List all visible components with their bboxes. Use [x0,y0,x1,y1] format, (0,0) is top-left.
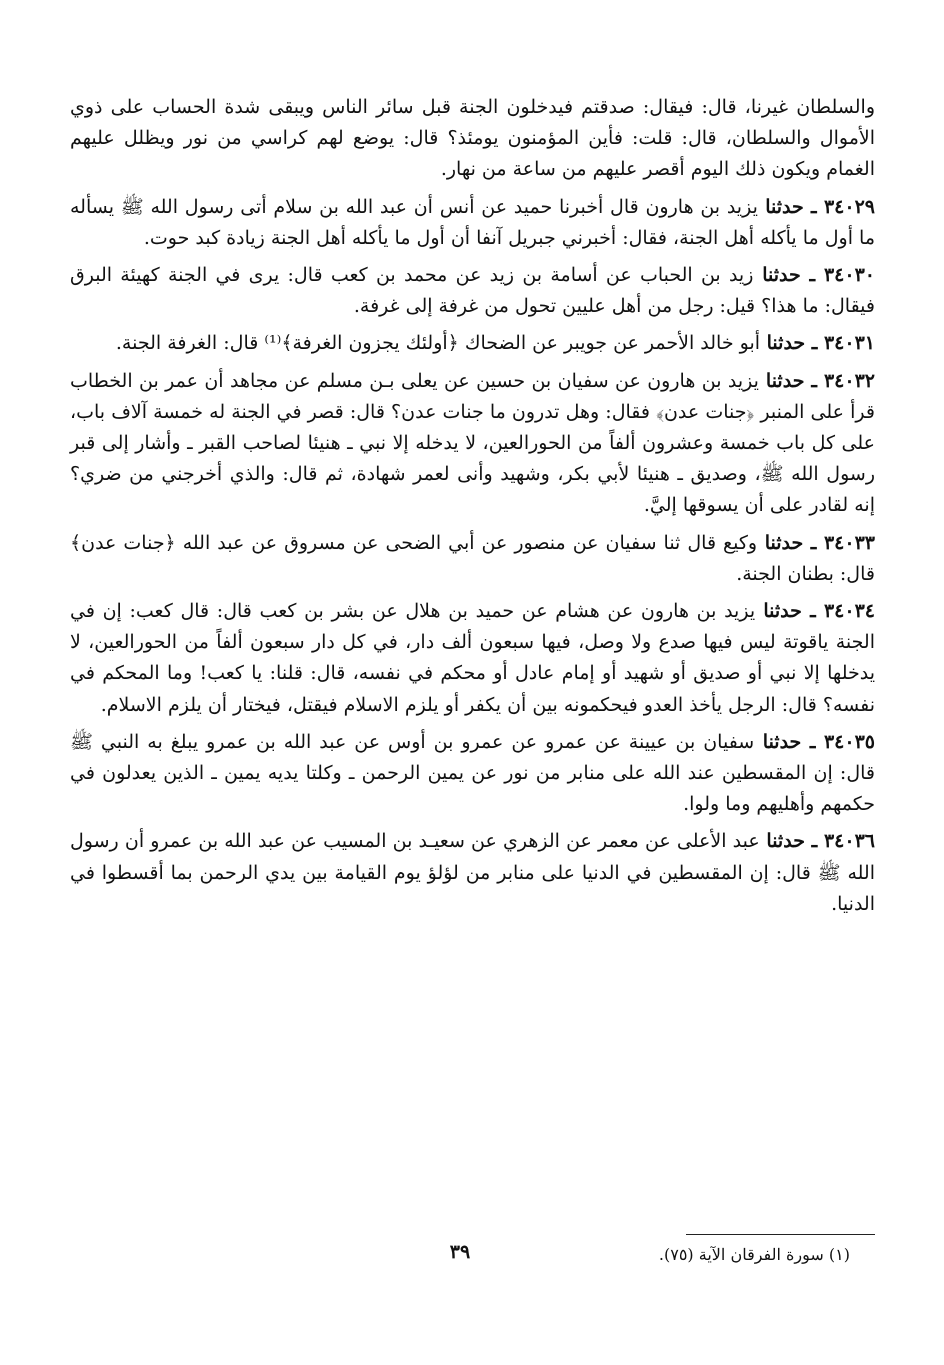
hadith-34031 [70,328,875,359]
page-number: ٣٩ [449,1241,471,1263]
paragraph-intro [70,92,875,186]
hadith-lead: ـ حدثنا [760,332,824,355]
hadith-34029 [70,192,875,254]
hadith-lead: ـ حدثنا [753,264,824,287]
hadith-lead: ـ حدثنا [755,600,824,623]
hadith-number: ٣٤٠٣٣ [823,531,875,554]
hadith-34036 [70,826,875,920]
hadith-lead: ـ حدثنا [754,730,824,753]
hadith-34030 [70,260,875,322]
hadith-number: ٣٤٠٣٤ [823,600,875,623]
hadith-text: يزيد بن هارون عن هشام عن حميد بن هلال عن بشر بن كعب قال: قال كعب: إن في الجنة ياقوتة ليس فيها صدع ولا وصل، فيها سبعون ألف دار، في كل دار سبعون ألفاً من الحورالعين، لا يدخلها إلا نبي أو صديق أو شهيد أو إمام عادل أو محكم في نفسه، قال: قلنا: يا كعب! وما المحكم في نفسه؟ قال: الرجل يأخذ العدو فيحكمونه بين أن يكفر أو يلزم الاسلام فيقتل، فيختار أن يلزم الاسلام. [70,600,875,716]
hadith-lead: ـ حدثنا [758,369,824,392]
hadith-number: ٣٤٠٣٦ [823,830,875,853]
hadith-lead: ـ حدثنا [757,195,824,218]
hadith-34035 [70,727,875,821]
hadith-text: زيد بن الحباب عن أسامة بن زيد عن محمد بن كعب قال: يرى في الجنة كهيئة البرق فيقال: ما هذا؟ قيل: رجل من أهل عليين تحول من غرفة إلى غرفة. [70,264,875,318]
hadith-text: يزيد بن هارون عن سفيان بن حسين عن يعلى بـن مسلم عن مجاهد أن عمر بن الخطاب قرأ على المنبر ﴿جنات عدن﴾ فقال: وهل تدرون ما جنات عدن؟ قال: قصر في الجنة له خمسة آلاف باب، على كل باب خمسة وعشرون ألفاً من الحورالعين، لا يدخله إلا نبي ـ هنيئا لصاحب القبر ـ وأشار إلى قبر رسول الله ﷺ، وصديق ـ هنيئا لأبي بكر، وشهيد وأنى لعمر شهادة، ثم قال: والذي أخرجني من ضري؟ إنه لقادر على أن يسوقها إليَّ. [70,369,875,517]
footnote: (١) سورة الفرقان الآية (٧٥). [658,1245,850,1264]
hadith-lead: ـ حدثنا [759,830,824,853]
hadith-lead: ـ حدثنا [757,531,824,554]
page-body [70,92,875,926]
hadith-34034 [70,596,875,721]
hadith-text: أبو خالد الأحمر عن جويبر عن الضحاك ﴿أولئك يجزون الغرفة﴾⁽¹⁾ قال: الغرفة الجنة. [115,332,761,355]
hadith-text: عبد الأعلى عن معمر عن الزهري عن سعيـد بن المسيب عن عبد الله بن عمرو أن رسول الله ﷺ قال: إن المقسطين في الدنيا على منابر من لؤلؤ يوم القيامة بين يدي الرحمن بما أقسطوا في الدنيا. [70,830,875,915]
hadith-number: ٣٤٠٣١ [823,332,875,355]
hadith-number: ٣٤٠٣٥ [823,730,875,753]
hadith-34032 [70,366,875,522]
hadith-number: ٣٤٠٢٩ [823,195,875,218]
hadith-number: ٣٤٠٣٢ [823,369,875,392]
footnote-separator [686,1234,875,1235]
hadith-34033 [70,528,875,590]
hadith-text: سفيان بن عيينة عن عمرو عن عمرو بن أوس عن عبد الله بن عمرو يبلغ به النبي ﷺ قال: إن المقسطين عند الله على منابر من نور عن يمين الرحمن ـ وكلتا يديه يمين ـ الذين يعدلون في حكمهم وأهليهم وما ولوا. [70,730,875,816]
hadith-text: وكيع قال ثنا سفيان عن منصور عن أبي الضحى عن مسروق عن عبد الله ﴿جنات عدن﴾ قال: بطنان الجنة. [70,531,875,585]
hadith-text: يزيد بن هارون قال أخبرنا حميد عن أنس أن عبد الله بن سلام أتى رسول الله ﷺ يسأله ما أول ما يأكله أهل الجنة، فقال: أخبرني جبريل آنفا أن أول ما يأكله أهل الجنة زيادة كبد حوت. [70,195,875,249]
paragraph-text: والسلطان غيرنا، قال: فيقال: صدقتم فيدخلون الجنة قبل سائر الناس ويبقى شدة الحساب على ذوي الأموال والسلطان، قال: قلت: فأين المؤمنون يومئذ؟ قال: يوضع لهم كراسي من نور ويظلل عليهم الغمام ويكون ذلك اليوم أقصر عليهم من ساعة من نهار. [70,96,875,181]
hadith-number: ٣٤٠٣٠ [823,264,875,287]
